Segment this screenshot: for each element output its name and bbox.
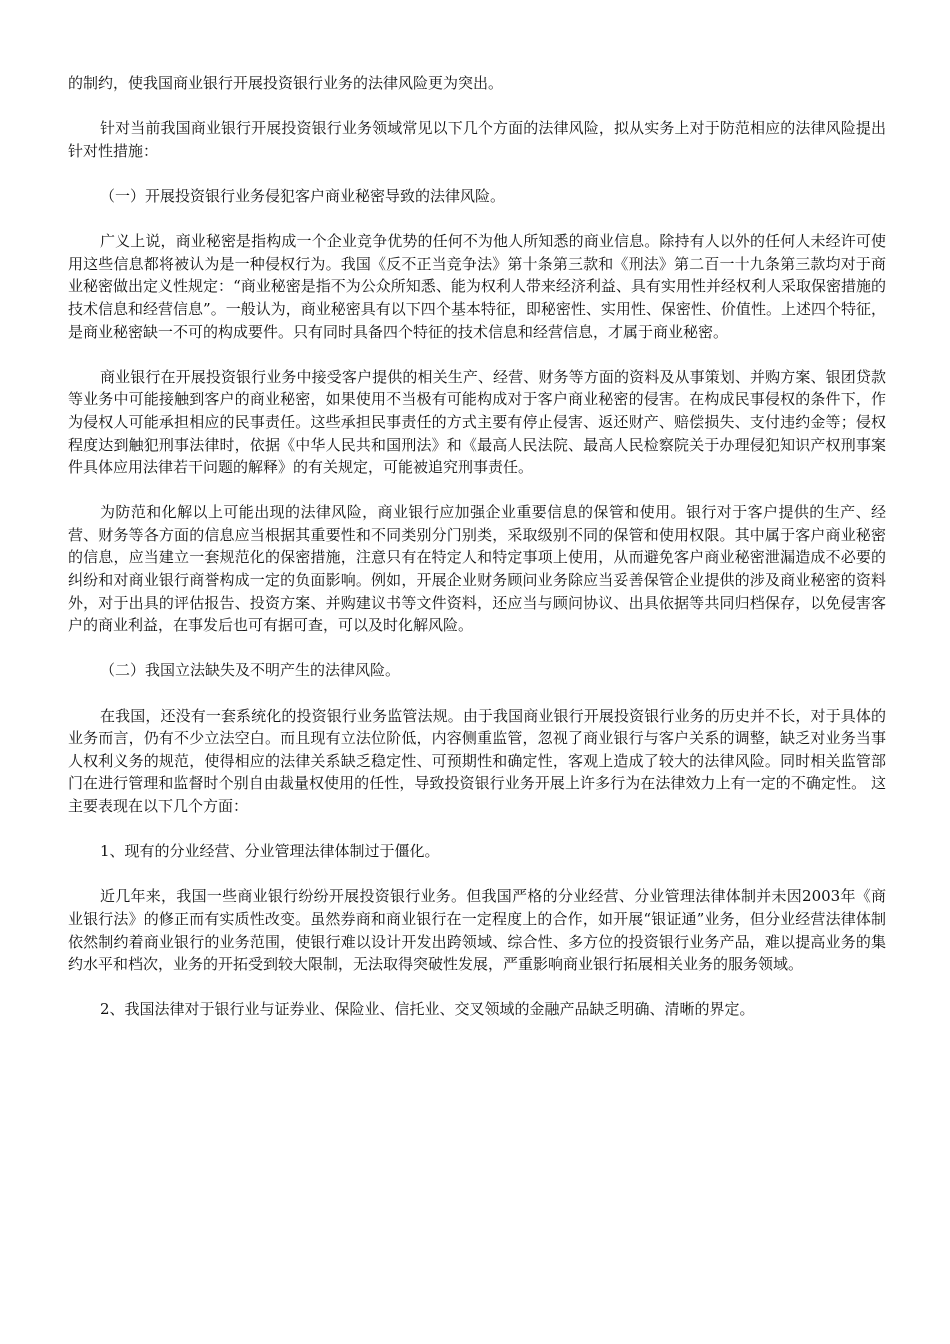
paragraph-trade-secret-liability: 商业银行在开展投资银行业务中接受客户提供的相关生产、经营、财务等方面的资料及从事策划、并购方案、银团贷款等业务中可能接触到客户的商业秘密，如果使用不当极有可能构成对于客户商业秘密的侵害。在构成民事侵权的条件下，作为侵权人可能承担相应的民事责任。这些承担民事责任的方式主要有停止侵害、返还财产、赔偿损失、支付违约金等；侵权程度达到触犯刑事法律时，依据《中华人民共和国刑法》和《最高人民法院、最高人民检察院关于办理侵犯知识产权刑事案件具体应用法律若干问题的解释》的有关规定，可能被追究刑事责任。: [68, 367, 886, 477]
section-heading-2: （二）我国立法缺失及不明产生的法律风险。: [100, 661, 401, 680]
paragraph-continuation: 的制约，使我国商业银行开展投资银行业务的法律风险更为突出。: [68, 74, 504, 92]
subsection-heading-1: 1、现有的分业经营、分业管理法律体制过于僵化。: [100, 842, 440, 861]
paragraph-legislation-gap: 在我国，还没有一套系统化的投资银行业务监管法规。由于我国商业银行开展投资银行业务的历史并不长，对于具体的业务而言，仍有不少立法空白。而且现有立法位阶低，内容侧重监管，忽视了商业银行与客户关系的调整，缺乏对业务当事人权利义务的规范，使得相应的法律关系缺乏稳定性、可预期性和确定性，客观上造成了较大的法律风险。同时相关监管部门在进行管理和监督时个别自由裁量权使用的任性，导致投资银行业务开展上许多行为在法律效力上有一定的不确定性。 这主要表现在以下几个方面：: [68, 706, 886, 815]
paragraph-trade-secret-definition: 广义上说，商业秘密是指构成一个企业竞争优势的任何不为他人所知悉的商业信息。除持有人以外的任何人未经许可使用这些信息都将被认为是一种侵权行为。我国《反不正当竞争法》第十条第三款和《刑法》第二百一十九条第三款均对于商业秘密做出定义性规定：“商业秘密是指不为公众所知悉、能为权利人带来经济利益、具有实用性并经权利人采取保密措施的技术信息和经营信息”。一般认为，商业秘密具有以下四个基本特征，即秘密性、实用性、保密性、价值性。上述四个特征，是商业秘密缺一不可的构成要件。只有同时具备四个特征的技术信息和经营信息，才属于商业秘密。: [68, 232, 886, 341]
paragraph-trade-secret-measures: 为防范和化解以上可能出现的法律风险，商业银行应加强企业重要信息的保管和使用。银行对于客户提供的生产、经营、财务等各方面的信息应当根据其重要性和不同类别分门别类，采取级别不同的保管和使用权限。其中属于客户商业秘密的信息，应当建立一套规范化的保密措施，注意只有在特定人和特定事项上使用，从而避免客户商业秘密泄漏造成不必要的纠纷和对商业银行商誉构成一定的负面影响。例如，开展企业财务顾问业务除应当妥善保管企业提供的涉及商业秘密的资料外，对于出具的评估报告、投资方案、并购建议书等文件资料，还应当与顾问协议、出具依据等共同归档保存，以免侵害客户的商业利益，在事发后也可有据可查，可以及时化解风险。: [68, 503, 886, 635]
subsection-heading-2: 2、我国法律对于银行业与证券业、保险业、信托业、交叉领域的金融产品缺乏明确、清晰的界定。: [100, 1000, 755, 1019]
document-page: [68, 72, 886, 1044]
paragraph-separate-operation: 近几年来，我国一些商业银行纷纷开展投资银行业务。但我国严格的分业经营、分业管理法律体制并未因2003年《商业银行法》的修正而有实质性改变。虽然券商和商业银行在一定程度上的合作，如开展“银证通”业务，但分业经营法律体制依然制约着商业银行的业务范围，使银行难以设计开发出跨领域、综合性、多方位的投资银行业务产品，难以提高业务的集约水平和档次，业务的开拓受到较大限制，无法取得突破性发展，严重影响商业银行拓展相关业务的服务领域。: [68, 887, 886, 974]
section-heading-1: （一）开展投资银行业务侵犯客户商业秘密导致的法律风险。: [100, 186, 506, 205]
paragraph-intro: 针对当前我国商业银行开展投资银行业务领域常见以下几个方面的法律风险，拟从实务上对于防范相应的法律风险提出针对性措施：: [68, 119, 886, 160]
